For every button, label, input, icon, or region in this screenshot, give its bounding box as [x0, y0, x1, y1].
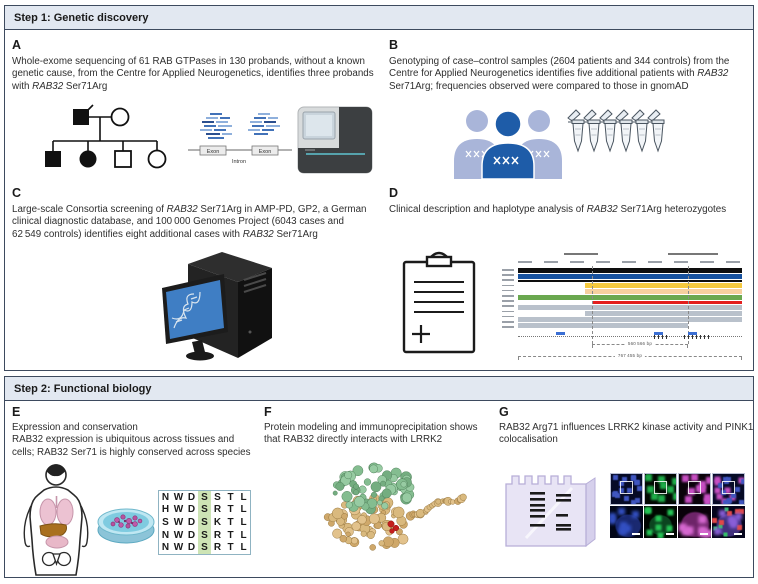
pcr-tube-strip-icon [566, 108, 668, 170]
gene-label-mark [556, 332, 565, 335]
pelvis [43, 553, 71, 566]
clipboard-icon [400, 246, 478, 358]
exon-right-label: Exon [258, 148, 272, 155]
pcr-tube-icon [632, 110, 648, 151]
clipboard-clip [427, 257, 451, 266]
alignment-residue: S [198, 504, 211, 517]
haplotype-row [518, 268, 742, 273]
alignment-residue: S [162, 516, 169, 528]
power-button-icon [249, 331, 252, 334]
microscopy-tile-magenta-zoom [678, 506, 711, 538]
alignment-residue: S [198, 491, 211, 504]
inner-span-label: 560 566 bp [625, 341, 655, 346]
haplotype-row [518, 274, 742, 279]
alignment-residue: T [227, 542, 234, 554]
pedigree-mother-symbol [112, 109, 129, 126]
panel-g-text: RAB32 Arg71 influences LRRK2 kinase activity and PINK1 colocalisation [499, 422, 754, 446]
sequencer-screen-inner [306, 115, 332, 136]
petri-dish-icon [95, 498, 159, 550]
alignment-residue: W [173, 491, 184, 503]
gel-front-face [506, 476, 586, 546]
haplotype-row [518, 317, 742, 322]
microscopy-grid [610, 473, 745, 538]
read-stack-left [200, 114, 232, 138]
pedigree-father-symbol [73, 109, 89, 125]
protein-complex-model [295, 452, 475, 572]
panel-d-text: Clinical description and haplotype analysis of RAB32 Ser71Arg heterozygotes [389, 204, 727, 215]
step2-title: Step 2: Functional biology [14, 382, 152, 395]
microscopy-tile-dapi-overview [610, 473, 643, 505]
alignment-residue: L [240, 516, 247, 528]
patient-cohort-icon [452, 103, 564, 179]
alignment-residue: D [187, 504, 196, 516]
pedigree-illustration [35, 103, 175, 185]
sequencing-reads-illustration [188, 110, 296, 168]
microscopy-tile-magenta-overview [678, 473, 711, 505]
affected-son-symbol [45, 151, 61, 167]
haplotype-row [518, 311, 742, 316]
panel-e-text: Expression and conservation RAB32 expression is ubiquitous across tissues and cells; RAB32 Ser71 is highly conserved across species [12, 422, 251, 458]
haplotype-row [518, 323, 742, 328]
microscopy-tile-dapi-zoom [610, 506, 643, 538]
haplotype-row [518, 301, 742, 304]
microscopy-tile-green-zoom [644, 506, 677, 538]
alignment-residue: D [187, 516, 196, 528]
microscopy-tile-green-overview [644, 473, 677, 505]
intron-label: Intron [231, 159, 247, 165]
alignment-residue: N [161, 491, 170, 503]
alignment-residue: L [240, 529, 247, 541]
sequencer-logo-mark [305, 149, 315, 151]
haplotype-plot [488, 252, 750, 364]
panel-f-letter: F [264, 405, 272, 419]
panel-f-text: Protein modeling and immunoprecipitation shows that RAB32 directly interacts with LRRK2 [264, 422, 478, 446]
alignment-residue: R [213, 542, 222, 554]
affected-daughter-symbol [80, 151, 97, 168]
panel-a-letter: A [12, 38, 22, 52]
haplotype-row [518, 280, 742, 282]
step2-header [4, 376, 754, 401]
alignment-residue: N [161, 529, 170, 541]
panel-g-letter: G [499, 405, 509, 419]
haplotype-row [518, 305, 742, 310]
pcr-tube-icon [568, 110, 584, 151]
pcr-tube-icon [616, 110, 632, 151]
haplotype-row [518, 295, 742, 300]
haplotype-boundary-line [592, 266, 593, 344]
alignment-residue: R [213, 504, 222, 516]
gel-side-face [586, 478, 595, 546]
alignment-residue: H [161, 504, 170, 516]
conservation-alignment-table [158, 490, 251, 555]
alignment-residue: W [173, 504, 184, 516]
microscopy-tile-merge-overview [712, 473, 745, 505]
alignment-residue: S [198, 516, 211, 529]
intestines [46, 536, 68, 548]
dish-medium [103, 512, 149, 532]
alignment-residue: R [213, 529, 222, 541]
pcr-tube-icon [600, 110, 616, 151]
alignment-residue: K [213, 516, 222, 528]
panel-b-text: Genotyping of case–control samples (2604 patients and 344 controls) from the Centre for Applied Neurogenetics identifies five additional patients with RAB32 Ser71Arg; frequencies observed were compared to those in gnomAD [389, 56, 730, 92]
unaffected-son-symbol [115, 151, 131, 167]
unaffected-daughter-symbol [149, 151, 166, 168]
computer-dna-icon [160, 246, 290, 368]
haplotype-gene-track [518, 336, 742, 337]
alignment-residue: W [173, 529, 184, 541]
panel-e-letter: E [12, 405, 21, 419]
alignment-residue: D [187, 542, 196, 554]
left-lung [40, 499, 56, 525]
panel-b-letter: B [389, 38, 399, 52]
sequencer-machine-icon [297, 104, 373, 178]
haplotype-row [518, 283, 742, 288]
alignment-residue: L [240, 491, 247, 503]
alignment-residue: S [214, 491, 221, 503]
alignment-residue: T [227, 516, 234, 528]
tubes-group [568, 110, 664, 151]
alignment-residue: T [227, 529, 234, 541]
alignment-residue: S [198, 529, 211, 542]
monitor-base [186, 352, 214, 361]
protein-tail [410, 494, 467, 518]
clipboard-board [404, 262, 474, 352]
pcr-tube-icon [584, 110, 600, 151]
outer-span-label: 767 455 bp [615, 353, 645, 358]
haplotype-row [518, 289, 742, 294]
step1-header [4, 5, 754, 30]
liver [40, 524, 67, 537]
alignment-residue: L [240, 542, 247, 554]
alignment-residue: W [173, 516, 184, 528]
right-lung [57, 499, 73, 525]
alignment-residue: T [227, 491, 234, 503]
alignment-residue: S [198, 541, 211, 554]
alignment-residue: W [173, 542, 184, 554]
exon-left-label: Exon [206, 148, 220, 155]
alignment-residue: N [161, 542, 170, 554]
haplotype-bars [518, 268, 742, 329]
panel-c-text: Large-scale Consortia screening of RAB32 Ser71Arg in AMP-PD, GP2, a German clinical diagnostic database, and 100 000 Genomes Project (6043 cases and 62 549 controls) identifies eight additional cases with RAB32 Ser71Arg [12, 204, 367, 240]
read-stack-right [248, 114, 280, 134]
alignment-residue: D [187, 491, 196, 503]
alignment-residue: D [187, 529, 196, 541]
panel-d-letter: D [389, 186, 399, 200]
pcr-tube-icon [648, 110, 664, 151]
alignment-residue: L [240, 504, 247, 516]
western-blot-gel-icon [502, 466, 602, 554]
alignment-residue: T [227, 504, 234, 516]
step1-title: Step 1: Genetic discovery [14, 11, 149, 24]
human-anatomy-icon [10, 462, 102, 578]
microscopy-tile-merge-zoom [712, 506, 745, 538]
panel-c-letter: C [12, 186, 22, 200]
inner-span-bracket [592, 341, 688, 349]
outer-span-bracket [518, 353, 742, 361]
panel-a-text: Whole-exome sequencing of 61 RAB GTPases in 130 probands, without a known genetic cause, from the Centre for Applied Neurogenetics, identifies three probands with RAB32 Ser71Arg [12, 56, 374, 92]
